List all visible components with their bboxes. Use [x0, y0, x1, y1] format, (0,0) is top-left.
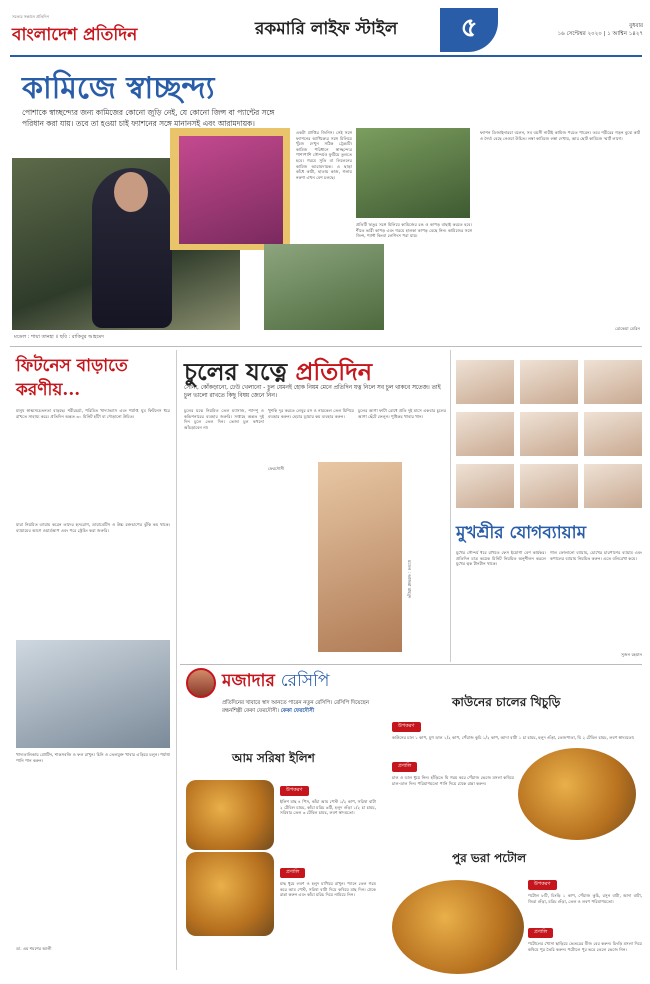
chef-intro-text: প্রতিদিনের খাবারে স্বাদ আনতে পারেন নতুন রেসিপি। রেসিপি দিয়েছেন রন্ধনশিল্পী কেকা ফেরদৌসী। — [222, 700, 369, 714]
yoga-photo-7 — [456, 464, 514, 508]
hair-body-2: খুশকি দূর করতে লেবুর রস ও নারকেল তেল মিশিয়ে ব্যবহার করুন। হেয়ার ড্রায়ার কম ব্যবহার করুন। — [268, 408, 354, 419]
recipe1-method — [280, 858, 376, 971]
hair-body-3: চুলের আগা ফাটা রোধে প্রতি দুই মাসে একবার চুলের আগা ছেঁটে ফেলুন। পুষ্টিকর খাবার খান। — [358, 408, 446, 419]
recipe2-title: কাউনের চালের খিচুড়ি — [452, 695, 561, 709]
fitness-body-1: মানুষ স্বাস্থ্যসচেতনতা বাড়ছে। শরীরচর্চা, পরিমিত খাদ্যাভ্যাস এবং পর্যাপ্ত ঘুম ফিটনেস ধরে রাখতে সাহায্য করে। প্রতিদিন অন্তত ৩০ মিনিট হাঁটা বা দৌড়ানো উচিত। — [16, 408, 170, 419]
feature-byline: রোকেয়া মেরিন — [615, 326, 640, 331]
feature-title: কামিজে স্বাচ্ছন্দ্য — [22, 71, 215, 106]
yoga-title: মুখশ্রীর যোগব্যায়াম — [456, 523, 587, 543]
column-rule-2 — [450, 350, 451, 662]
recipe-banner-a: মজাদার — [222, 671, 281, 691]
recipe3-ingredients-text: পটোল ৮টি, চিংড়ি ১ কাপ, পেঁয়াজ কুচি, রসুন বাটা, আদা বাটা, জিরা গুঁড়া, মরিচ গুঁড়া, তেল ও লবণ পরিমাণমতো। — [528, 893, 642, 904]
recipe1-title: আম সরিষা ইলিশ — [232, 751, 315, 765]
recipe-banner-b: রেসিপি — [280, 671, 330, 691]
recipe1-photo-b — [186, 852, 274, 936]
issue-date — [505, 22, 643, 38]
top-rule — [10, 55, 642, 57]
chef-intro — [222, 700, 382, 715]
yoga-photo-2 — [520, 360, 578, 404]
fitness-runner-photo — [16, 640, 170, 748]
chef-avatar — [186, 668, 216, 698]
feature-photo-green — [356, 128, 470, 218]
newspaper-logo[interactable] — [12, 14, 137, 50]
feature-body-col1: একটা প্রাপ্তির জিনিস। সেই সঙ্গে ফ্যাশনের আধিক্যের সঙ্গে মিলিয়ে খুঁজে দেখুন সঠিক ট্রেন্ডটি। কামিজ পরিধানে স্বাচ্ছন্দ্যের পাশাপাশি সৌন্দর্যও ফুটিয়ে তুলতে হবে। গরমে সুতি বা লিলেনের কামিজ আরামদায়ক। এ ছাড়া কাঁধে কাটা, হাতায় কাজ, গলায় নকশা এখন বেশ চলছে। — [296, 130, 352, 180]
yoga-photo-4 — [456, 412, 514, 456]
column-rule — [176, 350, 177, 970]
yoga-byline: সুজন রহমান — [621, 652, 642, 657]
model-face — [114, 172, 148, 212]
recipe-banner-title — [222, 668, 329, 696]
yoga-photo-9 — [584, 464, 642, 508]
yoga-photo-8 — [520, 464, 578, 508]
yoga-photo-grid — [456, 360, 642, 518]
fitness-body-3: খাদ্যতালিকায় প্রোটিন, শাকসবজি ও ফল রাখুন। চিনি ও তেলযুক্ত খাবার এড়িয়ে চলুন। পর্যাপ্ত পানি পান করুন। — [16, 752, 170, 763]
recipe2-photo — [518, 748, 636, 840]
issue-date-text: ১৬ সেপ্টেম্বর ২০২০ | ১ আশ্বিন ১৪২৭ — [557, 31, 643, 37]
recipe3-method — [528, 918, 642, 981]
page-number: ৫ — [440, 8, 498, 52]
yoga-photo-5 — [520, 412, 578, 456]
fitness-title: ফিটনেস বাড়াতে করণীয়... — [16, 356, 128, 400]
recipe3-photo — [392, 880, 524, 974]
recipe1-method-label: প্রণালি — [280, 868, 305, 878]
hair-title-a: চুলের যত্নে — [184, 357, 296, 386]
hair-model-photo — [318, 462, 402, 652]
hair-model-credit: মডেল : আজরা মাহমুদ — [407, 560, 412, 599]
feature-lead: পোশাকে স্বাচ্ছন্দ্যের জন্য কামিজের কোনো জুড়ি নেই, যে কোনো জিন্স বা প্যান্টের সঙ্গে পরিধান করা যায়। তবে তা হওয়া চাই ফ্যাশনের সঙ্গে মানানসই এবং আরামদায়ক। — [22, 108, 275, 128]
recipe2-method — [392, 752, 514, 853]
section-divider — [10, 346, 642, 347]
logo-tagline: সত্যের সন্ধানে প্রতিদিন — [12, 14, 49, 19]
hair-body-1: চুলের যত্নে নিয়মিত তেল ম্যাসাজ, শ্যাম্পু ও কন্ডিশনারের ব্যবহার জরুরি। সপ্তাহে অন্তত দুই দিন চুলে তেল দিন। ভেজা চুল কখনো আঁচড়াবেন না। — [184, 408, 264, 430]
recipe1-method-text: মাছ ধুয়ে লবণ ও হলুদ মাখিয়ে রাখুন। প্যানে তেল গরম করে আম পেস্ট, সরিষা বাটা দিয়ে কষিয়ে মাছ দিন। ঢেকে রান্না করুন এবং কাঁচা মরিচ দিয়ে নামিয়ে নিন। — [280, 881, 376, 898]
logo-text: বাংলাদেশ প্রতিদিন — [12, 25, 138, 45]
yoga-photo-3 — [584, 360, 642, 404]
feature-body-col3: ফ্যাশন ডিজাইনাররা বলেন, সব বয়সী নারীই কামিজ পরতে পারেন। তবে শরীরের গড়ন বুঝে কাট ও দৈর্ঘ্য বেছে নেওয়া উচিত। লম্বা কামিজে লম্বা দেখায়, আর ছোট কামিজে স্মার্ট লাগে। — [480, 130, 640, 141]
feature-body-col2: প্রতিটি ঋতুর সঙ্গে মিলিয়ে কামিজের রঙ ও কাপড় বাছাই করতে হবে। শীতে ভারী কাপড় এবং গরমে হালকা কাপড় বেছে নিন। কামিজের সঙ্গে জিন্স, প্যান্ট কিংবা লেগিংস পরা যায়। — [356, 222, 472, 239]
yoga-photo-6 — [584, 412, 642, 456]
yoga-photo-1 — [456, 360, 514, 404]
fitness-body-2: যারা নিয়মিত ব্যায়াম করেন তাদের হৃদরোগ, ডায়াবেটিস ও উচ্চ রক্তচাপের ঝুঁকি কম থাকে। ব্যায়ামের আগে ওয়ার্মআপ এবং পরে স্ট্রেচিং করা জরুরি। — [16, 522, 170, 533]
hair-lead: সোনা, কোঁকড়ানো, ঢেউ খেলানো - চুল যেমনই হোক নিয়ম মেনে প্রতিদিন যত্ন নিলে সব চুল থাকবে সতেজ। তাই চুল ভালো রাখতে কিছু বিষয় জেনে নিন। — [184, 385, 441, 399]
recipe3-ingredients-label: উপকরণ — [528, 880, 557, 890]
recipe2-ingredients-label: উপকরণ — [392, 722, 421, 732]
section-title: রকমারি লাইফ স্টাইল — [255, 19, 398, 39]
yoga-body-2: গাল ফোলানো ব্যায়াম, চোখের চারপাশের ব্যায়াম এবং কপালের ব্যায়াম নিয়মিত করুন। এতে বলিরেখা কমে। — [550, 550, 642, 561]
recipe3-title: পুর ভরা পটোল — [452, 851, 527, 865]
recipe3-method-label: প্রণালি — [528, 928, 553, 938]
hair-title-b: প্রতিদিন — [295, 357, 373, 386]
recipe3-method-text: পটোলের খোসা ছাড়িয়ে ভেতরের বীজ বের করুন। চিংড়ি মসলা দিয়ে কষিয়ে পুর তৈরি করুন। পটোলে পুর ভরে তেলে ভেজে নিন। — [528, 941, 642, 952]
recipe-divider — [180, 664, 642, 665]
yoga-body-1: মুখের সৌন্দর্য ধরে রাখতে ফেস ইয়োগা বেশ কার্যকর। প্রতিদিন মাত্র কয়েক মিনিট নিয়মিত অনুশীলন করলে মুখের ত্বক টানটান থাকে। — [456, 550, 546, 567]
recipe1-ingredients-label: উপকরণ — [280, 786, 309, 796]
recipe2-method-label: প্রণালি — [392, 762, 417, 772]
feature-photo-credit: মডেল : শায়া তানহা ॥ ছবি : রাকিবুর আহমেদ — [14, 334, 104, 340]
recipe1-ingredients-text: ইলিশ মাছ ৪ পিস, কাঁচা আম পেস্ট ১/২ কাপ, সরিষা বাটা ২ টেবিল চামচ, কাঁচা মরিচ ৬টি, হলুদ গুঁড়া ১/২ চা চামচ, সরিষার তেল ৩ টেবিল চামচ, লবণ স্বাদমতো। — [280, 799, 376, 816]
hair-byline: ফেরদৌসী — [268, 466, 285, 471]
recipe1-photo-a — [186, 780, 274, 850]
feature-photo-pink — [179, 136, 283, 244]
issue-day: বুধবার — [629, 23, 643, 29]
recipe2-method-text: চাল ও ডাল ধুয়ে নিন। হাঁড়িতে ঘি গরম করে পেঁয়াজ ভেজে মসলা কষিয়ে চাল-ডাল দিন। পরিমাণমতো পানি দিয়ে ঢেকে রান্না করুন। — [392, 775, 514, 786]
recipe1-ingredients — [280, 776, 376, 867]
masthead — [0, 0, 650, 56]
chef-name: কেকা ফেরদৌসী — [280, 707, 314, 714]
recipe2-ingredients-text: কাউনের চাল ১ কাপ, মুগ ডাল ১/২ কাপ, পেঁয়াজ কুচি ১/২ কাপ, আদা বাটা ১ চা চামচ, হলুদ গুঁড়া, তেজপাতা, ঘি ২ টেবিল চামচ, লবণ স্বাদমতো। — [392, 735, 635, 740]
fitness-byline: ডা. এম শমশের আলী — [16, 946, 52, 951]
